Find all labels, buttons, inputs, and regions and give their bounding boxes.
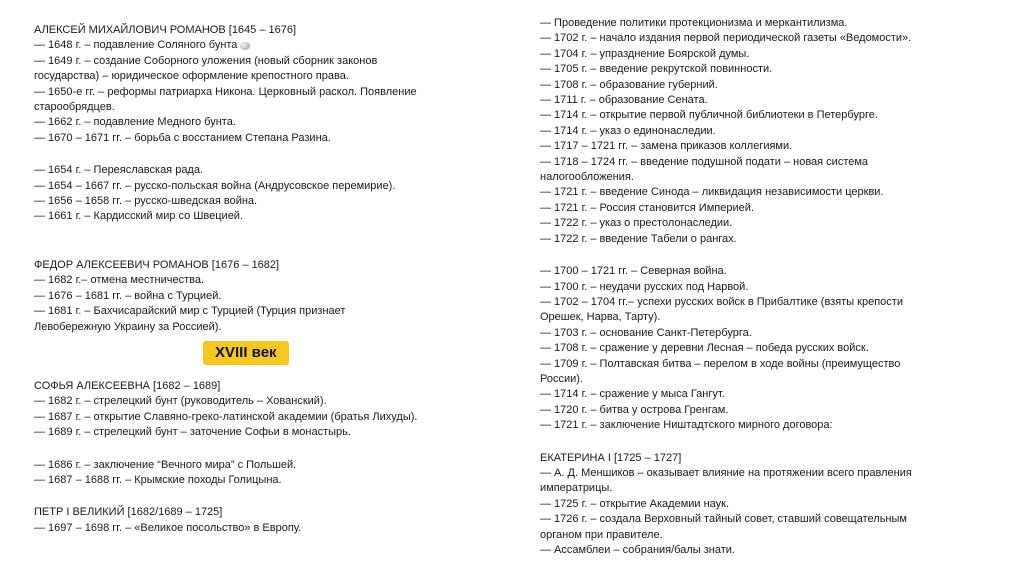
- event-line: — Проведение политики протекционизма и меркантилизма.: [540, 17, 848, 29]
- event-line: старообрядцев.: [34, 101, 115, 114]
- section-sofia: [34, 379, 494, 441]
- event-line: — 1650-е гг. – реформы патриарха Никона. Церковный раскол. Появление: [34, 85, 417, 98]
- event-line: — 1722 г. – указ о престолонаследии.: [540, 217, 733, 230]
- section-northern-war: [540, 264, 980, 433]
- event-text: — 1648 г. – подавление Соляного бунта: [34, 39, 238, 52]
- event-line: — 1714 г. – указ о единонаследии.: [540, 124, 716, 137]
- event-line: — 1681 г. – Бахчисарайский мир с Турцией (Турция признает: [34, 305, 346, 318]
- section-alexei: [34, 23, 494, 146]
- event-line: — 1714 г. – открытие первой публичной библиотеки в Петербурге.: [540, 109, 878, 122]
- event-line: — 1709 г. – Полтавская битва – перелом в ходе войны (преимущество: [540, 357, 901, 370]
- heading-fedor: ФЕДОР АЛЕКСЕЕВИЧ РОМАНОВ [1676 – 1682]: [34, 258, 280, 271]
- event-line: — А. Д. Меншиков – оказывает влияние на протяжении всего правления: [540, 466, 912, 479]
- event-line: — 1721 г. – заключение Ништадтского мирного договора:: [540, 419, 833, 432]
- event-line: — Ассамблеи – собрания/балы знати.: [540, 544, 735, 556]
- event-line: государства) – юридическое оформление крепостного права.: [34, 70, 349, 83]
- event-line: — 1726 г. – создала Верховный тайный совет, ставший совещательным: [540, 513, 907, 526]
- event-line: — 1649 г. – создание Соборного уложения (новый сборник законов: [34, 54, 378, 67]
- spacer: [34, 441, 494, 458]
- event-line: — 1721 г. – введение Синода – ликвидация независимости церкви.: [540, 186, 884, 199]
- event-line: — 1725 г. – открытие Академии наук.: [540, 497, 730, 510]
- event-line: — 1697 – 1698 гг. – «Великое посольство» в Европу.: [34, 521, 302, 534]
- event-line: — 1661 г. – Кардисский мир со Швецией.: [34, 210, 244, 223]
- event-line: — 1687 г. – открытие Славяно-греко-латинской академии (братья Лихуды).: [34, 410, 418, 423]
- heading-sofia: СОФЬЯ АЛЕКСЕЕВНА [1682 – 1689]: [34, 379, 221, 392]
- event-line: — 1654 г. – Переяславская рада.: [34, 164, 204, 177]
- section-sofia-foreign: [34, 458, 494, 489]
- event-line: — 1720 г. – битва у острова Гренгам.: [540, 403, 729, 416]
- event-line: — 1687 – 1688 гг. – Крымские походы Голицына.: [34, 473, 282, 486]
- event-line: — 1705 г. – введение рекрутской повинности.: [540, 63, 773, 76]
- event-line: налогообложения.: [540, 171, 634, 184]
- event-line: — 1676 – 1681 гг. – война с Турцией.: [34, 289, 222, 302]
- event-line: — 1682 г. – стрелецкий бунт (руководитель – Хованский).: [34, 395, 327, 408]
- event-line: — 1721 г. – Россия становится Империей.: [540, 201, 754, 214]
- section-alexei-foreign: [34, 163, 494, 225]
- event-line: Левобережную Украину за Россией).: [34, 320, 222, 333]
- spacer: [540, 434, 980, 451]
- event-line: — 1656 – 1658 гг. – русско-шведская война.: [34, 195, 258, 208]
- event-line: — 1714 г. – сражение у мыса Гангут.: [540, 388, 725, 401]
- event-line: — 1700 – 1721 гг. – Северная война.: [540, 265, 727, 278]
- badge-container: [34, 335, 494, 379]
- heading-alexei: АЛЕКСЕЙ МИХАЙЛОВИЧ РОМАНОВ [1645 – 1676]: [34, 24, 297, 36]
- event-line: — 1704 г. – упразднение Боярской думы.: [540, 47, 750, 60]
- event-line: — 1686 г. – заключение “Вечного мира” с Польшей.: [34, 458, 297, 471]
- stone-icon: [240, 42, 250, 50]
- event-line: — 1702 – 1704 гг.– успехи русских войск в Прибалтике (взяты крепости: [540, 295, 903, 308]
- event-line: Орешек, Нарва, Тарту).: [540, 311, 661, 324]
- event-line: — 1703 г. – основание Санкт-Петербурга.: [540, 326, 752, 339]
- event-line: императрицы.: [540, 482, 613, 495]
- left-column: [34, 23, 494, 536]
- section-fedor: [34, 258, 494, 335]
- section-catherine: [540, 451, 980, 559]
- event-line: России).: [540, 372, 583, 385]
- event-line: — 1682 г.– отмена местничества.: [34, 274, 205, 287]
- spacer: [34, 146, 494, 163]
- event-line: — 1717 – 1721 гг. – замена приказов коллегиями.: [540, 140, 793, 153]
- right-column: [540, 16, 980, 558]
- spacer: [34, 488, 494, 505]
- event-line: органом при правителе.: [540, 528, 663, 541]
- heading-peter: ПЕТР I ВЕЛИКИЙ [1682/1689 – 1725]: [34, 506, 223, 519]
- event-line: — 1662 г. – подавление Медного бунта.: [34, 116, 236, 129]
- spacer: [34, 225, 494, 258]
- event-line: [34, 38, 494, 53]
- section-peter: [34, 505, 494, 536]
- event-line: — 1722 г. – введение Табели о рангах.: [540, 232, 737, 245]
- event-line: — 1718 – 1724 гг. – введение подушной подати – новая система: [540, 155, 869, 168]
- section-peter-reforms: [540, 16, 980, 247]
- heading-catherine: ЕКАТЕРИНА I [1725 – 1727]: [540, 451, 682, 464]
- event-line: — 1689 г. – стрелецкий бунт – заточение Софьи в монастырь.: [34, 426, 351, 439]
- century-badge: XVIII век: [203, 341, 289, 365]
- event-line: — 1711 г. – образование Сената.: [540, 94, 708, 107]
- event-line: — 1700 г. – неудачи русских под Нарвой.: [540, 280, 749, 293]
- event-line: — 1708 г. – сражение у деревни Лесная – победа русских войск.: [540, 342, 869, 355]
- event-line: — 1654 – 1667 гг. – русско-польская война (Андрусовское перемирие).: [34, 179, 396, 192]
- spacer: [540, 247, 980, 264]
- event-line: — 1708 г. – образование губерний.: [540, 78, 718, 91]
- event-line: — 1702 г. – начало издания первой периодической газеты «Ведомости».: [540, 32, 912, 45]
- event-line: — 1670 – 1671 гг. – борьба с восстанием Степана Разина.: [34, 131, 331, 144]
